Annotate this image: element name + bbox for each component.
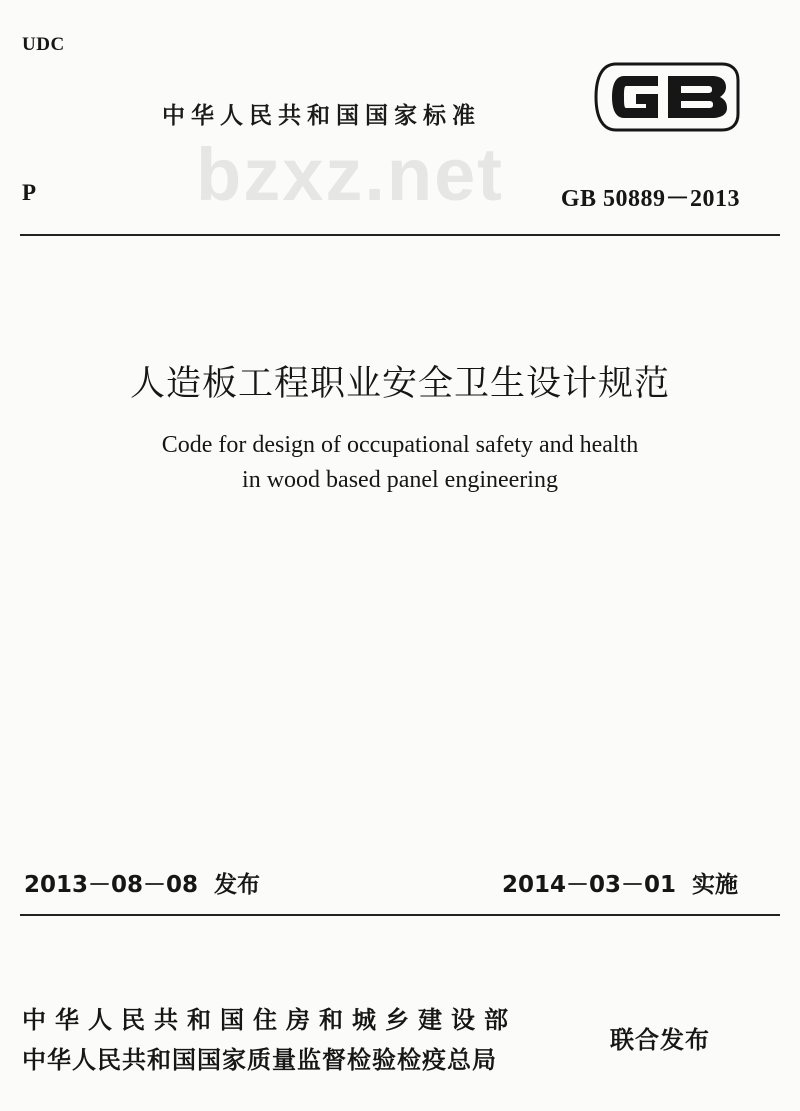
standard-number: GB 50889－2013	[560, 186, 740, 212]
header-divider	[20, 234, 780, 236]
gb-logo	[594, 62, 740, 132]
publisher-ministry-housing: 中华人民共和国住房和城乡建设部	[22, 1006, 517, 1034]
udc-label: UDC	[22, 34, 65, 55]
standard-type-heading: 中华人民共和国国家标准	[162, 103, 481, 129]
implementation-date: 2014－03－01 实施	[501, 872, 738, 898]
publisher-ministry-quality: 中华人民共和国国家质量监督检验检疫总局	[22, 1046, 497, 1074]
title-english	[0, 428, 800, 498]
joint-release-label: 联合发布	[610, 1026, 710, 1054]
title-english-line-1: Code for design of occupational safety and health	[161, 432, 639, 458]
watermark-text: bzxz.net	[196, 133, 504, 216]
footer-divider	[20, 914, 780, 916]
classification-code: P	[22, 180, 37, 205]
issue-date: 2013－08－08 发布	[24, 872, 261, 898]
title-english-line-2: in wood based panel engineering	[242, 467, 558, 493]
title-chinese: 人造板工程职业安全卫生设计规范	[129, 364, 670, 404]
gb-logo-graphic	[594, 62, 740, 132]
